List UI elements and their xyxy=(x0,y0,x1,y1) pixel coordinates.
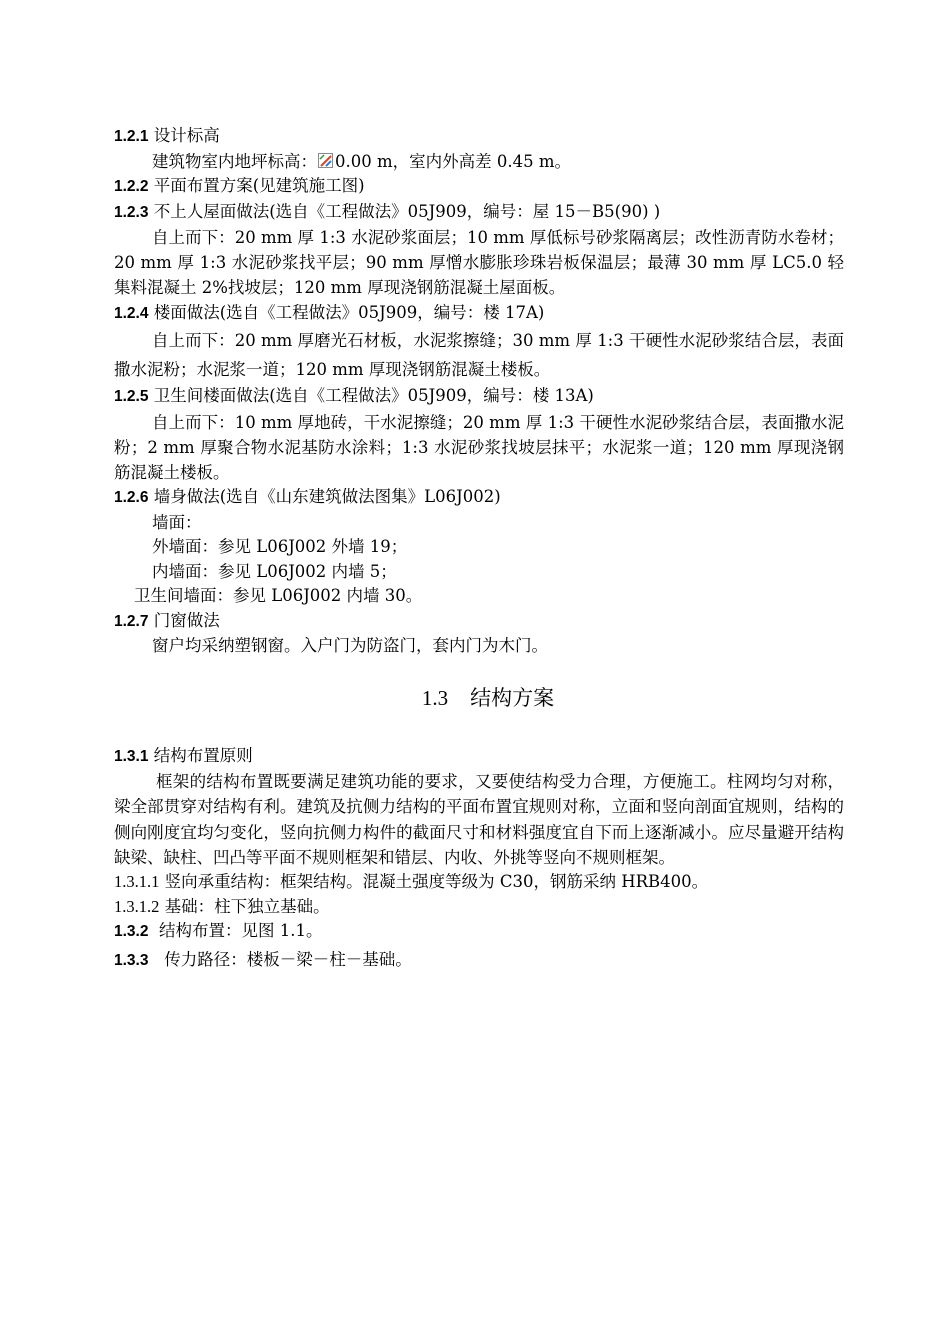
section-1-2-6 xyxy=(114,485,844,511)
section-text: 结构布置：见图 1.1。 xyxy=(158,921,323,941)
section-title: 墙身做法(选自《山东建筑做法图集》L06J002) xyxy=(153,487,501,507)
section-number: 1.2.1 xyxy=(114,128,149,145)
section-1-3-1-2 xyxy=(114,895,844,920)
section-number: 1.2.6 xyxy=(114,489,149,507)
section-number: 1.3.3 xyxy=(114,951,149,969)
doors-windows-paragraph: 窗户均采纳塑钢窗。入户门为防盗门，套内门为木门。 xyxy=(152,636,548,656)
section-number: 1.2.4 xyxy=(114,304,149,322)
section-number: 1.2.3 xyxy=(114,203,149,221)
roof-paragraph: 自上而下：20 mm 厚 1:3 水泥砂浆面层；10 mm 厚低标号砂浆隔离层；改性沥青防水卷材；20 mm 厚 1:3 水泥砂浆找平层；90 mm 厚憎水膨胀珍珠岩板保温层；最薄 30 mm 厚 LC5.0 轻集料混凝土 2%找坡层；120 mm 厚现浇钢筋混凝土屋面板。 xyxy=(114,228,844,298)
heading-title: 结构方案 xyxy=(470,685,555,710)
section-title: 门窗做法 xyxy=(153,610,220,630)
section-number: 1.3.2 xyxy=(114,923,149,941)
section-1-2-7 xyxy=(114,609,844,635)
wall-line: 外墙面：参见 L06J002 外墙 19； xyxy=(152,537,408,557)
section-1-2-4 xyxy=(114,301,844,327)
section-text: 竖向承重结构：框架结构。混凝土强度等级为 C30，钢筋采纳 HRB400。 xyxy=(164,872,709,892)
section-1-2-1 xyxy=(114,124,844,150)
section-text: 传力路径：楼板－梁－柱－基础。 xyxy=(164,949,412,969)
section-title: 卫生间楼面做法(选自《工程做法》05J909，编号：楼 13A) xyxy=(153,386,594,406)
wall-line: 卫生间墙面：参见 L06J002 内墙 30。 xyxy=(134,586,423,606)
section-1-3-1 xyxy=(114,744,844,770)
elevation-text-before: 建筑物室内地坪标高： xyxy=(152,151,317,171)
section-title: 平面布置方案(见建筑施工图) xyxy=(153,176,365,195)
section-1-2-3 xyxy=(114,200,844,226)
section-title: 不上人屋面做法(选自《工程做法》05J909，编号：屋 15－B5(90) ) xyxy=(153,201,661,221)
elevation-paragraph xyxy=(114,150,844,175)
section-1-2-5 xyxy=(114,384,844,410)
section-1-3-1-1 xyxy=(114,870,844,895)
section-number: 1.3.1 xyxy=(114,747,149,765)
bathroom-paragraph: 自上而下：10 mm 厚地砖，干水泥擦缝；20 mm 厚 1:3 干硬性水泥砂浆结合层，表面撒水泥粉；2 mm 厚聚合物水泥基防水涂料；1:3 水泥砂浆找坡层抹平；水泥浆一道；120 mm 厚现浇钢筋混凝土楼板。 xyxy=(114,412,844,483)
section-number: 1.2.2 xyxy=(114,178,149,195)
wall-line: 墙面： xyxy=(152,512,202,532)
structure-principle-paragraph: 框架的结构布置既要满足建筑功能的要求，又要使结构受力合理，方便施工。柱网均匀对称，梁全部贯穿对结构有利。建筑及抗侧力结构的平面布置宜规则对称，立面和竖向剖面宜规则，结构的侧向刚度宜均匀变化，竖向抗侧力构件的截面尺寸和材料强度宜自下而上逐渐减小。应尽量避开结构缺梁、缺柱、凹凸等平面不规则框架和错层、内收、外挑等竖向不规则框架。 xyxy=(114,772,844,867)
document-page xyxy=(114,124,844,975)
broken-image-icon xyxy=(318,152,334,168)
section-text: 基础：柱下独立基础。 xyxy=(164,896,330,916)
section-number: 1.2.5 xyxy=(114,388,149,406)
heading-1-3 xyxy=(114,682,844,714)
section-title: 结构布置原则 xyxy=(153,745,253,765)
floor-paragraph: 自上而下：20 mm 厚磨光石材板，水泥浆擦缝；30 mm 厚 1:3 干硬性水泥砂浆结合层，表面撒水泥粉；水泥浆一道；120 mm 厚现浇钢筋混凝土楼板。 xyxy=(114,331,844,380)
elevation-text-after: 0.00 m，室内外高差 0.45 m。 xyxy=(335,151,572,171)
section-1-2-2 xyxy=(114,174,844,200)
wall-line: 内墙面：参见 L06J002 内墙 5； xyxy=(152,561,397,581)
section-number: 1.3.1.2 xyxy=(114,896,160,916)
section-1-3-2 xyxy=(114,919,844,945)
section-number: 1.3.1.1 xyxy=(114,872,160,892)
section-number: 1.2.7 xyxy=(114,612,149,630)
heading-number: 1.3 xyxy=(421,685,449,710)
section-title: 设计标高 xyxy=(153,126,220,145)
section-title: 楼面做法(选自《工程做法》05J909，编号：楼 17A) xyxy=(153,302,545,322)
section-1-3-3 xyxy=(114,945,844,975)
